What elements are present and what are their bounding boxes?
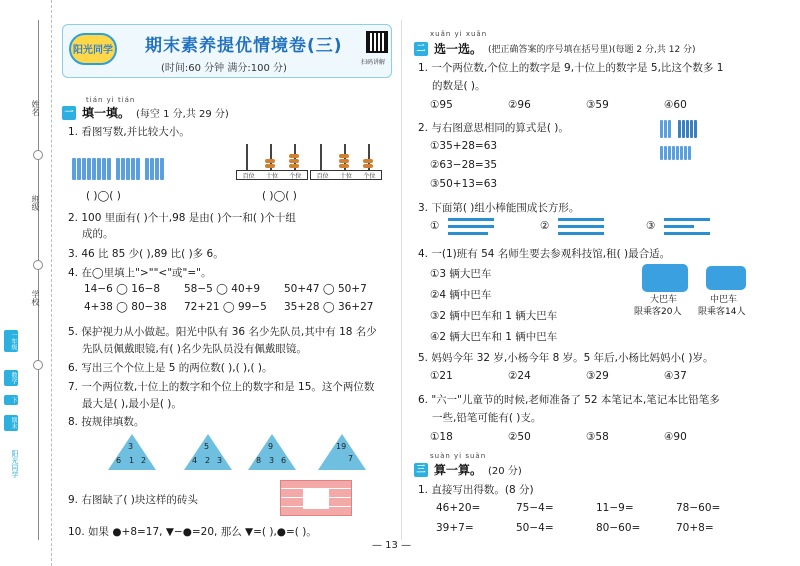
binding-line [38,20,39,540]
calc-question-1: 1. 直接写出得数。(8 分) [418,484,534,496]
choice-question-1: 1. 一个两位数,个位上的数字是 9,十位上的数字是 5,比这个数多 1 [418,62,724,74]
triangle-number: 3 [217,456,223,465]
question-1: 1. 看图写数,并比较大小。 [68,126,190,138]
name-label: 姓名 [31,100,40,116]
pattern-triangle [184,434,232,470]
calc-item[interactable]: 46+20= [436,502,481,514]
medium-bus-image [706,266,746,290]
brick-wall-image [280,480,352,516]
triangle-number: 2 [141,456,147,465]
column-divider [401,20,402,540]
question-2-cont: 成的。 [82,228,114,240]
pattern-triangle [108,434,156,470]
stick-bar [664,225,694,228]
triangle-number: 7 [348,454,354,463]
abacus-image [236,148,308,180]
option[interactable]: ④60 [664,99,687,111]
page-title: 期末素养提优情境卷(三) [145,36,343,56]
question-8: 8. 按规律填数。 [68,416,145,428]
question-7: 7. 一个两位数,十位上的数字和个位上的数字和是 15。这个两位数 [68,381,375,393]
stick-bar [558,225,604,228]
section-score: (把正确答案的序号填在括号里)(每题 2 分,共 12 分) [488,45,696,55]
choice-question-5: 5. 妈妈今年 32 岁,小杨今年 8 岁。5 年后,小杨比妈妈小( )岁。 [418,352,714,364]
choice-options [430,99,742,111]
question-5: 5. 保护视力从小做起。阳光中队有 36 名少先队员,其中有 18 名少 [68,326,377,338]
question-9: 9. 右图缺了( )块这样的砖头 [68,494,198,506]
question-7-cont: 最大是( ),最小是( )。 [82,398,182,410]
big-bus-name: 大巴车 [650,295,678,305]
binding-hole [33,150,43,160]
section-title: 算一算。 [434,463,483,477]
triangle-number: 5 [204,442,210,451]
abacus-label: 百位 [316,172,329,180]
stick-bar [448,218,494,221]
medium-bus-name: 中巴车 [710,295,738,305]
section-number: 一 [62,106,76,120]
compare-blanks[interactable]: ( )◯( ) [86,190,121,202]
triangle-number: 19 [336,442,347,451]
abacus-label: 百位 [242,172,255,180]
option[interactable]: ②50 [508,431,531,443]
choice-options [430,431,742,443]
option[interactable]: ②63−28=35 [430,159,498,171]
compare-item[interactable]: 58−5 ◯ 40+9 [184,283,261,295]
stick-bar [664,218,710,221]
abacus-label: 个位 [289,172,302,180]
compare-item[interactable]: 50+47 ◯ 50+7 [284,283,367,295]
section-score: (20 分) [488,466,522,477]
subject-chip: 数学 [4,370,18,386]
section-header-choose [414,40,696,57]
option[interactable]: ③58 [586,431,609,443]
section-pinyin: tián yi tián [86,96,136,104]
abacus-label: 十位 [339,172,352,180]
abacus-label: 十位 [265,172,278,180]
triangle-number: 3 [269,456,275,465]
compare-item[interactable]: 72+21 ◯ 99−5 [184,301,267,313]
page-number: — 13 — [372,540,412,551]
triangle-number: 2 [205,456,211,465]
option[interactable]: ④37 [664,370,687,382]
grade-chip: 一年级 [4,330,18,352]
option[interactable]: ①18 [430,431,453,443]
triangle-number: 8 [256,456,262,465]
choice-options [430,370,742,382]
medium-bus-limit: 限乘客14人 [698,307,746,317]
bundle-sticks-image [72,158,164,180]
option[interactable]: ③29 [586,370,609,382]
stick-bar [558,218,604,221]
abacus-image [310,148,382,180]
abacus-label: 个位 [363,172,376,180]
calc-item[interactable]: 80−60= [596,522,641,534]
calc-item[interactable]: 11−9= [596,502,634,514]
option[interactable]: ①21 [430,370,453,382]
big-bus-limit: 限乘客20人 [634,307,682,317]
calc-item[interactable]: 75−4= [516,502,554,514]
big-bus-image [642,264,688,292]
section-number: 二 [414,42,428,56]
stick-bundles-image [660,120,697,138]
section-header-fill [62,104,229,121]
qr-code[interactable] [366,31,388,53]
stick-bar [448,232,488,235]
stick-bar [558,232,604,235]
triangle-number: 6 [281,456,287,465]
choice-question-3: 3. 下面第( )组小棒能围成长方形。 [418,202,580,214]
option[interactable]: ②4 辆中巴车 [430,289,492,301]
binding-sidebar [0,0,52,566]
option[interactable]: ③50+13=63 [430,178,498,190]
question-4: 4. 在◯里填上">""<"或"="。 [68,267,212,279]
section-title: 填一填。 [82,106,131,120]
title-banner [62,24,392,78]
term-chip: 下 [4,395,18,405]
section-pinyin: xuǎn yi xuǎn [430,30,488,38]
option[interactable]: ①3 辆大巴车 [430,268,492,280]
choice-question-2: 2. 与右图意思相同的算式是( )。 [418,122,569,134]
pattern-triangle [318,434,366,470]
stick-bar [664,232,710,235]
calc-item[interactable]: 70+8= [676,522,714,534]
question-10: 10. 如果 ●+8=17, ▼−●=20, 那么 ▼=( ),●=( )。 [68,526,317,538]
choice-question-4: 4. 一(1)班有 54 名师生要去参观科技馆,租( )最合适。 [418,248,671,260]
triangle-number: 1 [129,456,135,465]
question-6: 6. 写出三个个位上是 5 的两位数( ),( ),( )。 [68,362,273,374]
option[interactable]: ② [540,220,550,232]
question-2: 2. 100 里面有( )个十,98 是由( )个一和( )个十组 [68,212,296,224]
pattern-triangle [248,434,296,470]
choice-question-6: 6. "六一"儿童节的时候,老师准备了 52 本笔记本,笔记本比铅笔多 [418,394,720,406]
option[interactable]: ③ [646,220,656,232]
compare-item[interactable]: 14−6 ◯ 16−8 [84,283,161,295]
option[interactable]: ③59 [586,99,609,111]
triangle-number: 4 [192,456,198,465]
class-label: 班级 [31,195,40,211]
choice-question-1-cont: 的数是( )。 [432,80,486,92]
calc-item[interactable]: 50−4= [516,522,554,534]
triangle-number: 3 [128,442,134,451]
qr-label: 扫码讲解 [361,59,386,66]
section-number: 三 [414,463,428,477]
option[interactable]: ④2 辆大巴车和 1 辆中巴车 [430,331,558,343]
triangle-number: 6 [116,456,122,465]
compare-item[interactable]: 35+28 ◯ 36+27 [284,301,374,313]
option[interactable]: ②96 [508,99,531,111]
option[interactable]: ①35+28=63 [430,140,498,152]
question-3: 3. 46 比 85 少( ),89 比( )多 6。 [68,248,224,260]
option[interactable]: ① [430,220,440,232]
option[interactable]: ①95 [430,99,453,111]
calc-grid [436,502,756,534]
choice-question-6-cont: 一些,铅笔可能有( )支。 [432,412,542,424]
section-header-calc [414,461,522,478]
compare-item[interactable]: 4+38 ◯ 80−38 [84,301,167,313]
exam-info: (时间:60 分钟 满分:100 分) [161,63,287,74]
section-score: (每空 1 分,共 29 分) [136,109,229,120]
option[interactable]: ②24 [508,370,531,382]
question-5-cont: 先队员佩戴眼镜,有( )名少先队员没有佩戴眼镜。 [82,343,307,355]
brand-text: 阳光同学 [11,450,19,478]
calc-item[interactable]: 39+7= [436,522,474,534]
exam-chip: 期末 [4,415,18,431]
compare-blanks[interactable]: ( )◯( ) [262,190,297,202]
binding-hole [33,360,43,370]
calc-item[interactable]: 78−60= [676,502,721,514]
option[interactable]: ④90 [664,431,687,443]
option[interactable]: ③2 辆中巴车和 1 辆大巴车 [430,310,558,322]
stick-bundles-image [660,146,691,160]
brand-logo: 阳光同学 [69,33,117,65]
school-label: 学校 [31,290,40,306]
binding-hole [33,260,43,270]
compare-grid [84,283,394,313]
section-pinyin: suàn yi suàn [430,452,487,460]
triangle-number: 9 [268,442,274,451]
stick-bar [448,225,494,228]
section-title: 选一选。 [434,42,483,56]
